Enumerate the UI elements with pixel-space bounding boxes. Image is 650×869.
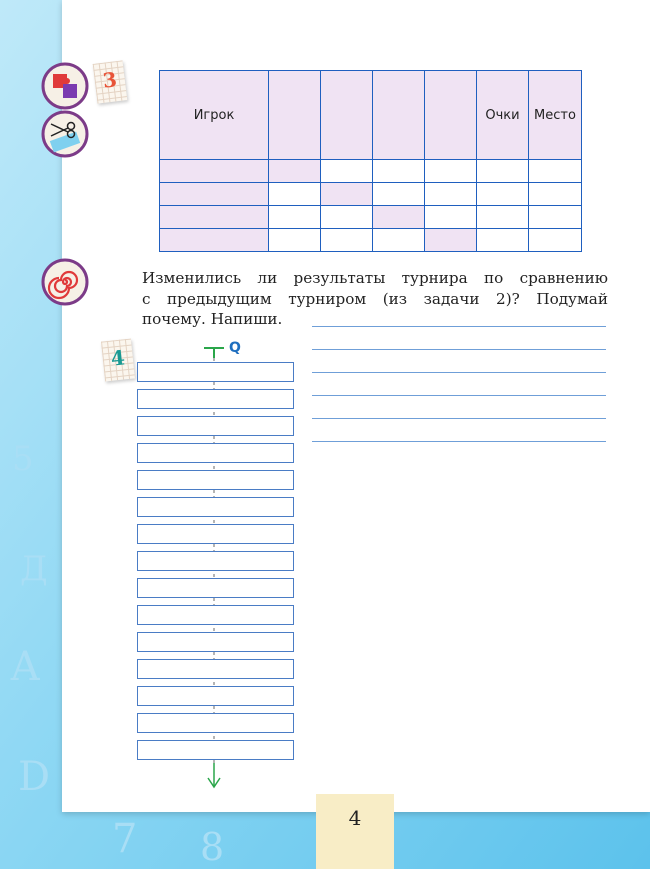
svg-text:D: D	[18, 754, 51, 800]
flowchart-step[interactable]	[137, 470, 294, 490]
flowchart-step[interactable]	[137, 659, 294, 679]
answer-line[interactable]	[312, 349, 606, 350]
svg-text:8: 8	[200, 825, 225, 869]
question-line-2: с предыдущим турниром (из задачи 2)? Подумай	[142, 289, 608, 308]
points-cell[interactable]	[477, 160, 529, 183]
answer-line[interactable]	[312, 441, 606, 442]
diagonal-cell	[373, 206, 425, 229]
scissors-icon	[41, 110, 89, 158]
table-cell[interactable]	[373, 229, 425, 252]
player-cell[interactable]	[160, 160, 269, 183]
header-player-col-4	[425, 71, 477, 160]
tournament-table	[159, 70, 582, 252]
flowchart-step[interactable]	[137, 686, 294, 706]
question-line-1: Изменились ли результаты турнира по сравнению	[142, 269, 608, 287]
table-cell[interactable]	[373, 183, 425, 206]
diagonal-cell	[425, 229, 477, 252]
flowchart-step[interactable]	[137, 605, 294, 625]
table-row	[160, 160, 582, 183]
points-cell[interactable]	[477, 229, 529, 252]
header-player-col-3	[373, 71, 425, 160]
table-cell[interactable]	[425, 206, 477, 229]
place-cell[interactable]	[529, 160, 582, 183]
spiral-icon	[41, 258, 89, 306]
place-cell[interactable]	[529, 206, 582, 229]
question-text	[142, 268, 608, 330]
table-row	[160, 183, 582, 206]
table-row	[160, 229, 582, 252]
points-cell[interactable]	[477, 206, 529, 229]
answer-line[interactable]	[312, 372, 606, 373]
header-place: Место	[529, 71, 582, 160]
table-row	[160, 206, 582, 229]
table-cell[interactable]	[373, 160, 425, 183]
flowchart-step[interactable]	[137, 551, 294, 571]
flowchart-step[interactable]	[137, 578, 294, 598]
flowchart-step[interactable]	[137, 524, 294, 544]
task-number-3: 3	[93, 60, 128, 103]
answer-line[interactable]	[312, 326, 606, 327]
svg-text:5: 5	[12, 439, 34, 479]
header-player-col-1	[269, 71, 321, 160]
answer-line[interactable]	[312, 395, 606, 396]
diagonal-cell	[269, 160, 321, 183]
svg-text:7: 7	[112, 816, 138, 862]
flowchart-step[interactable]	[137, 497, 294, 517]
svg-text:Д: Д	[20, 549, 48, 589]
player-cell[interactable]	[160, 206, 269, 229]
player-cell[interactable]	[160, 229, 269, 252]
task-number-4: 4	[101, 339, 135, 382]
flowchart-label: Q	[229, 340, 241, 356]
player-cell[interactable]	[160, 183, 269, 206]
points-cell[interactable]	[477, 183, 529, 206]
table-cell[interactable]	[269, 183, 321, 206]
table-cell[interactable]	[425, 160, 477, 183]
question-line-3: почему. Напиши.	[142, 310, 283, 328]
place-cell[interactable]	[529, 229, 582, 252]
table-cell[interactable]	[269, 206, 321, 229]
flowchart-step[interactable]	[137, 443, 294, 463]
table-cell[interactable]	[321, 229, 373, 252]
flowchart-step[interactable]	[137, 362, 294, 382]
table-cell[interactable]	[425, 183, 477, 206]
table-cell[interactable]	[269, 229, 321, 252]
page-number: 4	[316, 794, 394, 869]
flowchart-step[interactable]	[137, 389, 294, 409]
flowchart-step[interactable]	[137, 713, 294, 733]
svg-text:А: А	[10, 644, 41, 690]
place-cell[interactable]	[529, 183, 582, 206]
flowchart-step[interactable]	[137, 416, 294, 436]
puzzle-icon	[41, 62, 89, 110]
header-player-col-2	[321, 71, 373, 160]
flowchart-step[interactable]	[137, 632, 294, 652]
table-cell[interactable]	[321, 206, 373, 229]
header-points: Очки	[477, 71, 529, 160]
header-player: Игрок	[160, 71, 269, 160]
flowchart-step[interactable]	[137, 740, 294, 760]
diagonal-cell	[321, 183, 373, 206]
answer-line[interactable]	[312, 418, 606, 419]
table-cell[interactable]	[321, 160, 373, 183]
